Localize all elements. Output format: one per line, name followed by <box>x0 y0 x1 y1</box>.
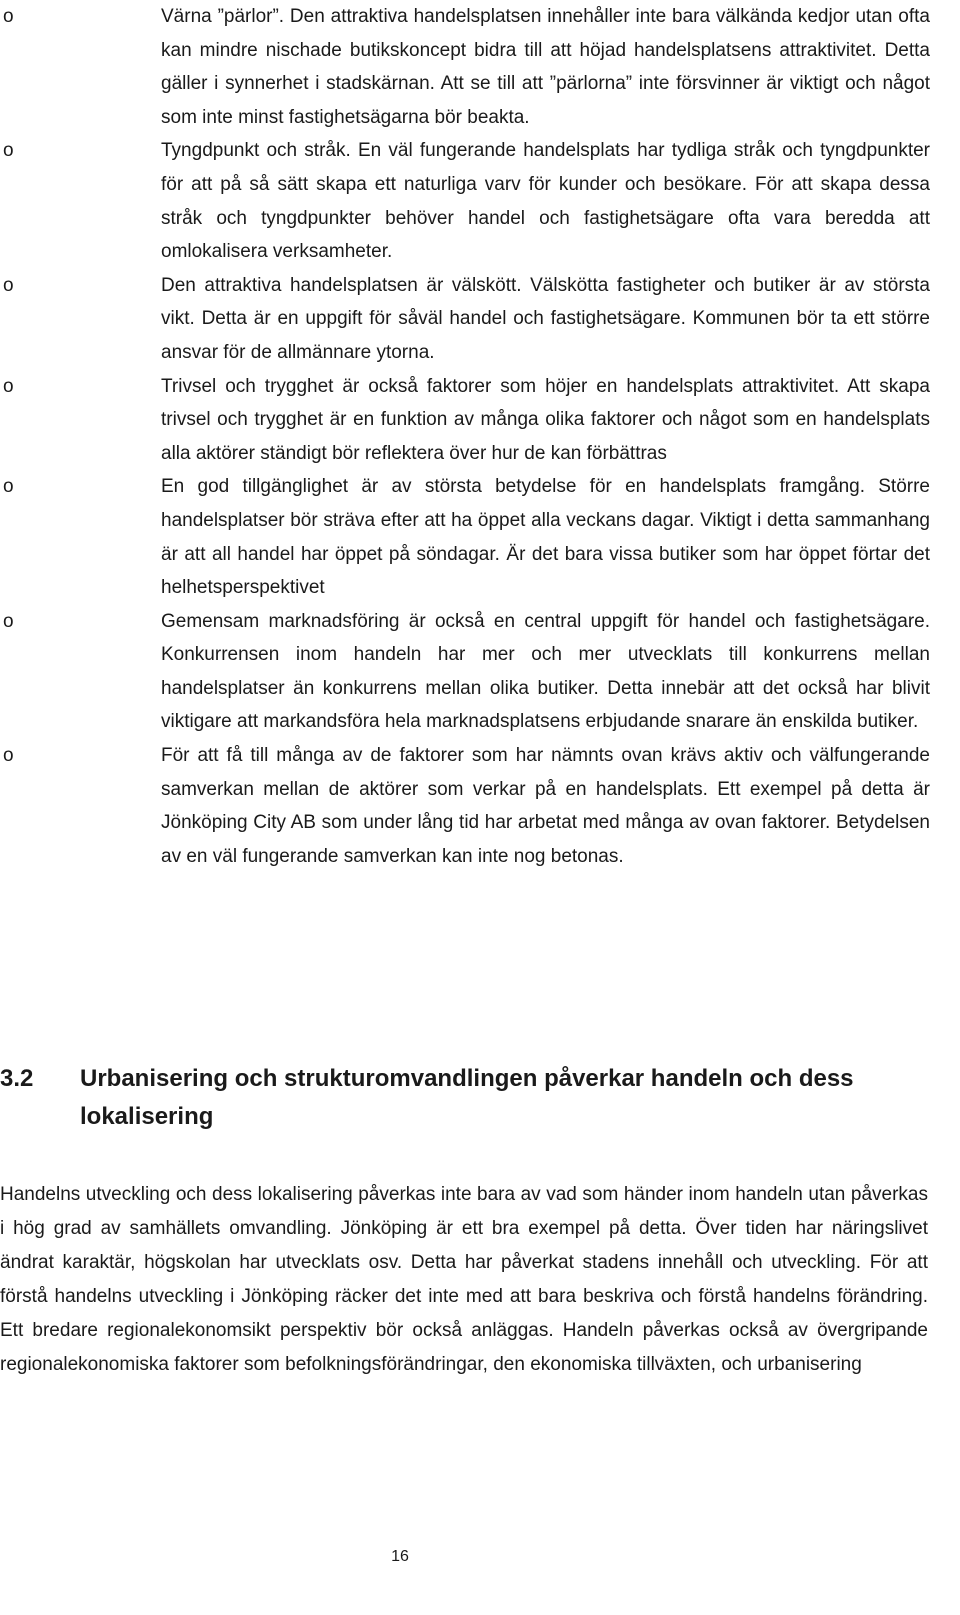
section-number: 3.2 <box>0 1065 34 1092</box>
list-item-text: En god tillgänglighet är av största betydelse för en handelsplats framgång. Större handelsplatser bör sträva efter att ha öppet alla veckans dagar. Viktigt i detta sammanhang är att all handel har öppet på söndagar. Är det bara vissa butiker som har öppet förtar det helhetsperspektivet <box>161 476 930 599</box>
bullet-marker: o <box>3 745 14 767</box>
bullet-marker: o <box>3 6 14 27</box>
bullet-marker: o <box>3 610 14 632</box>
section-title: Urbanisering och strukturomvandlingen påverkar handeln och dess lokalisering <box>80 1065 854 1130</box>
list-item <box>0 134 960 268</box>
list-item-text: För att få till många av de faktorer som har nämnts ovan krävs aktiv och välfungerande samverkan mellan de aktörer som verkar på en handelsplats. Ett exempel på detta är Jönköping City AB som under lång tid har arbetat med många av ovan faktorer. Betydelsen av en väl fungerande samverkan kan inte nog betonas. <box>161 745 930 867</box>
list-item <box>0 269 960 370</box>
list-item <box>0 0 960 134</box>
list-item-text: Tyngdpunkt och stråk. En väl fungerande handelsplats har tydliga stråk och tyngdpunkter för att på så sätt skapa ett naturliga varv för kunder och besökare. För att skapa dessa stråk och tyngdpunkter behöver handel och fastighetsägare ofta vara beredda att omlokalisera verksamheter. <box>161 140 930 263</box>
body-paragraph: Handelns utveckling och dess lokalisering påverkas inte bara av vad som händer inom handeln utan påverkas i hög grad av samhällets omvandling. Jönköping är ett bra exempel på detta. Över tiden har näringslivet ändrat karaktär, högskolan har utvecklats osv. Detta har påverkat stadens innehåll och utveckling. För att förstå handelns utveckling i Jönköping räcker det inte med att bara beskriva och förstå handelns förändring. Ett bredare regionalekonomsikt perspektiv bör också anläggas. Handeln påverkas också av övergripande regionalekonomiska faktorer som befolkningsförändringar, den ekonomiska tillväxten, och urbanisering <box>0 1184 928 1375</box>
list-item <box>0 605 960 739</box>
list-item-text: Den attraktiva handelsplatsen är välskött. Välskötta fastigheter och butiker är av största vikt. Detta är en uppgift för såväl handel och fastighetsägare. Kommunen bör ta ett större ansvar för de allmännare ytorna. <box>161 274 930 363</box>
list-item <box>0 739 960 873</box>
list-item-text: Värna ”pärlor”. Den attraktiva handelsplatsen innehåller inte bara välkända kedjor utan ofta kan mindre nischade butikskoncept bidra till att höjad handelsplatsens attraktivitet. Detta gäller i synnerhet i stadskärnan. Att se till att ”pärlorna” inte försvinner är viktigt och något som inte minst fastighetsägarna bör beakta. <box>161 6 930 128</box>
page-number: 16 <box>391 1548 409 1565</box>
list-item <box>0 470 960 604</box>
bullet-marker: o <box>3 375 14 397</box>
bullet-marker: o <box>3 274 14 296</box>
bullet-marker: o <box>3 476 14 498</box>
list-item-text: Gemensam marknadsföring är också en central uppgift för handel och fastighetsägare. Konkurrensen inom handeln har mer och mer utvecklats till konkurrens mellan handelsplatser än konkurrens mellan olika butiker. Detta innebär att det också har blivit viktigare att markandsföra hela marknadsplatsens erbjudande snarare än enskilda butiker. <box>161 610 930 733</box>
bullet-marker: o <box>3 140 14 162</box>
section-heading <box>0 1060 940 1136</box>
list-item <box>0 370 960 471</box>
list-item-text: Trivsel och trygghet är också faktorer som höjer en handelsplats attraktivitet. Att skapa trivsel och trygghet är en funktion av många olika faktorer och något som en handelsplats alla aktörer ständigt bör reflektera över hur de kan förbättras <box>161 375 930 464</box>
